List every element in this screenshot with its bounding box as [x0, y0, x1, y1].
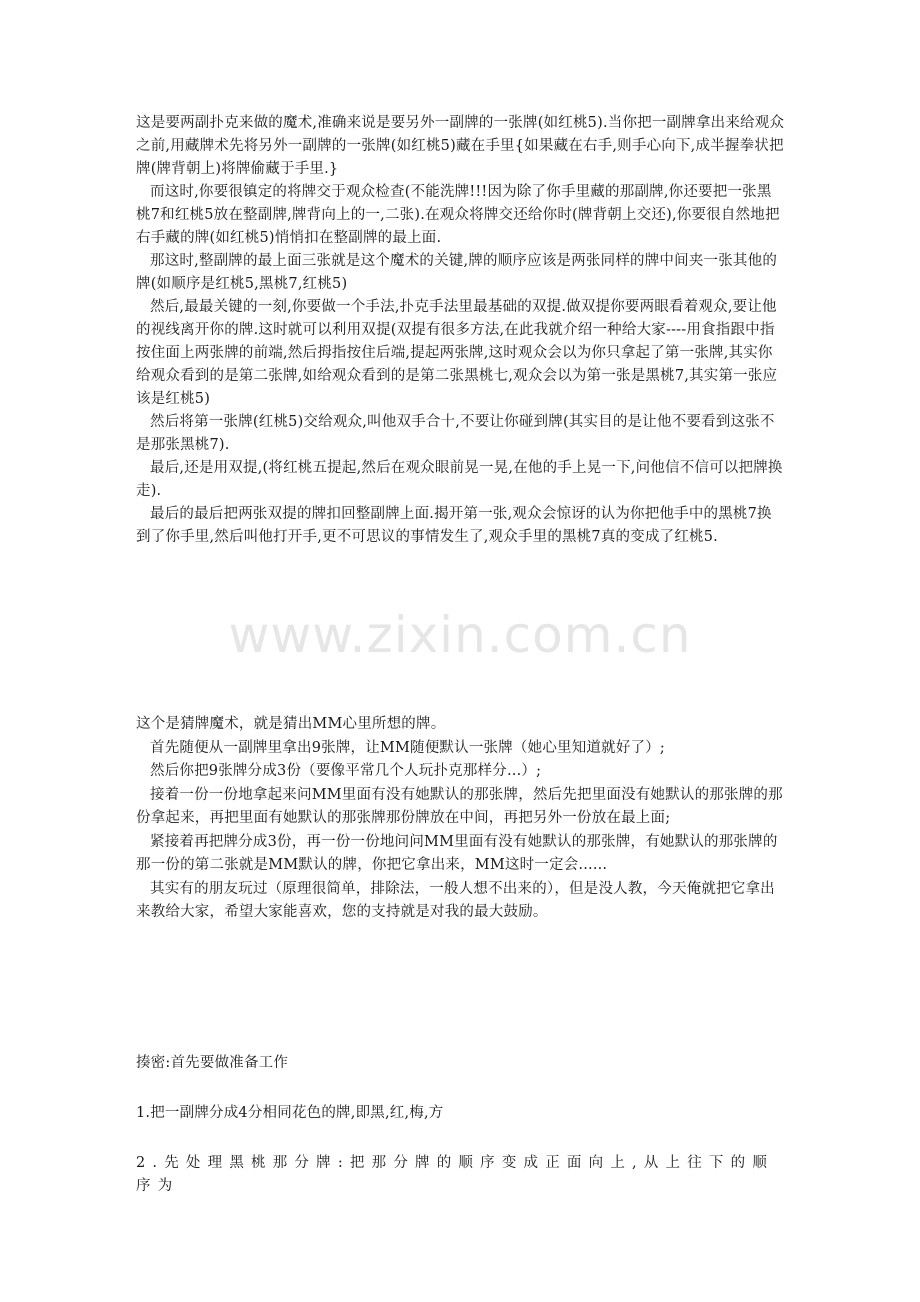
paragraph: 然后,最最关键的一刻,你要做一个手法,扑克手法里最基础的双提.做双提你要两眼看着观众,要让他的视线离开你的牌.这时就可以利用双提(双提有很多方法,在此我就介绍一种给大家----用食指跟中指按住面上两张牌的前端,然后拇指按住后端,提起两张牌,这时观众会以为你只拿起了第一张牌,其实你给观众看到的是第二张牌,如给观众看到的是第二张黑桃七,观众会以为第一张是黑桃7,其实第一张应该是红桃5) — [136, 299, 778, 407]
paragraph: 紧接着再把牌分成3份，再一份一份地问问MM里面有没有她默认的那张牌，有她默认的那张牌的那一份的第二张就是MM默认的牌，你把它拿出来，MM这时一定会...... — [136, 833, 778, 873]
paragraph: 2.先处理黑桃那分牌:把那分牌的顺序变成正面向上,从上往下的顺序为 — [136, 1155, 775, 1194]
card-guess-section — [136, 713, 786, 925]
paragraph: 然后将第一张牌(红桃5)交给观众,叫他双手合十,不要让你碰到牌(其实目的是让他不要看到这张不是那张黑桃7). — [136, 414, 775, 453]
paragraph: 这个是猜牌魔术，就是猜出MM心里所想的牌。 — [136, 716, 446, 732]
watermark: www.zixin.com.cn — [228, 606, 692, 664]
paragraph: 这是要两副扑克来做的魔术,准确来说是要另外一副牌的一张牌(如红桃5).当你把一副牌拿出来给观众之前,用藏牌术先将另外一副牌的一张牌(如红桃5)藏在手里{如果藏在右手,则手心向下,成半握拳状把牌(牌背朝上)将牌偷藏于手里.} — [136, 115, 785, 177]
paragraph: 最后的最后把两张双提的牌扣回整副牌上面.揭开第一张,观众会惊讶的认为你把他手中的黑桃7换到了你手里,然后叫他打开手,更不可思议的事情发生了,观众手里的黑桃7真的变成了红桃5. — [136, 506, 772, 545]
paragraph: 那这时,整副牌的最上面三张就是这个魔术的关键,牌的顺序应该是两张同样的牌中间夹一张其他的牌(如顺序是红桃5,黑桃7,红桃5) — [136, 253, 778, 292]
paragraph: 而这时,你要很镇定的将牌交于观众检查(不能洗牌!!!因为除了你手里藏的那副牌,你还要把一张黑桃7和红桃5放在整副牌,牌背向上的一,二张).在观众将牌交还给你时(牌背朝上交还),你要很自然地把右手藏的牌(如红桃5)悄悄扣在整副牌的最上面. — [136, 184, 780, 246]
paragraph: 最后,还是用双提,(将红桃五提起,然后在观众眼前晃一晃,在他的手上晃一下,问他信不信可以把牌换走). — [136, 460, 783, 499]
paragraph: 其实有的朋友玩过（原理很简单，排除法，一般人想不出来的），但是没人教，今天俺就把它拿出来教给大家，希望大家能喜欢，您的支持就是对我的最大鼓励。 — [136, 880, 775, 920]
secret-section — [136, 1052, 786, 1225]
paragraph: 首先随便从一副牌里拿出9张牌，让MM随便默认一张牌（她心里知道就好了）; — [150, 739, 666, 756]
paragraph: 揍密:首先要做准备工作 — [136, 1055, 289, 1071]
paragraph: 然后你把9张牌分成3份（要像平常几个人玩扑克那样分...）; — [150, 763, 542, 779]
paragraph: 1.把一副牌分成4分相同花色的牌,即黑,红,梅,方 — [136, 1105, 444, 1121]
magic-trick-section-1 — [136, 112, 786, 549]
paragraph: 接着一份一份地拿起来问MM里面有没有她默认的那张牌，然后先把里面没有她默认的那张牌的那份拿起来，再把里面有她默认的那张牌那份牌放在中间，再把另外一份放在最上面; — [136, 786, 783, 826]
